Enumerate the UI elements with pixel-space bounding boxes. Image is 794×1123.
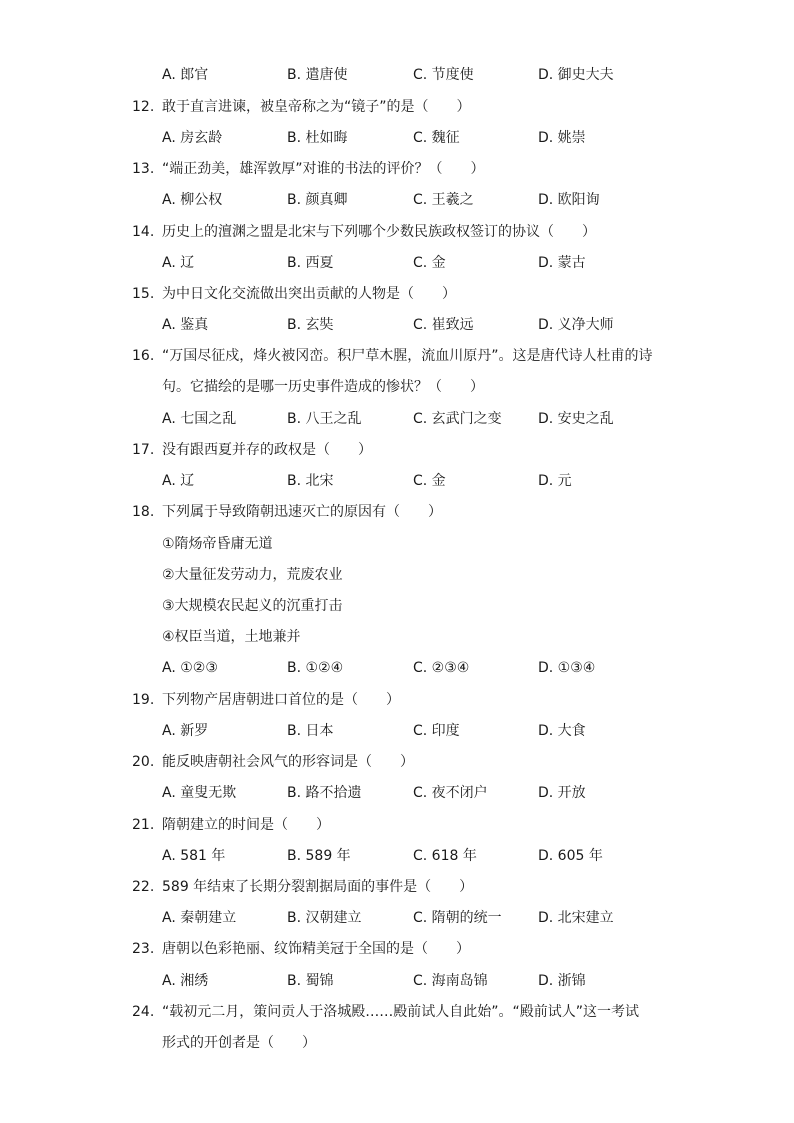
q22-option-a: A. 秦朝建立 <box>162 910 237 926</box>
q15-option-b: B. 玄奘 <box>287 317 334 333</box>
q19-number: 19. <box>132 692 155 708</box>
q12-number: 12. <box>132 99 155 115</box>
q17-option-d: D. 元 <box>538 473 572 489</box>
q21-option-b: B. 589 年 <box>287 848 351 864</box>
q16-option-b: B. 八王之乱 <box>287 411 362 427</box>
q17-option-b: B. 北宋 <box>287 473 334 489</box>
q23-text: 唐朝以色彩艳丽、纹饰精美冠于全国的是（ ） <box>162 941 470 957</box>
q18-option-b: B. ①②④ <box>287 660 344 676</box>
q16-text-continued: 句。它描绘的是哪一历史事件造成的惨状？（ ） <box>162 379 484 395</box>
q18-text: 下列属于导致隋朝迅速灭亡的原因有（ ） <box>162 504 442 520</box>
q21-number: 21. <box>132 817 155 833</box>
q16-option-d: D. 安史之乱 <box>538 411 614 427</box>
q23-option-d: D. 浙锦 <box>538 973 586 989</box>
q16-text: “万国尽征戍，烽火被冈峦。积尸草木腥，流血川原丹”。这是唐代诗人杜甫的诗 <box>162 348 653 364</box>
q21-option-c: C. 618 年 <box>413 848 477 864</box>
q19-text: 下列物产居唐朝进口首位的是（ ） <box>162 692 400 708</box>
q14-option-d: D. 蒙古 <box>538 255 586 271</box>
q12-option-b: B. 杜如晦 <box>287 130 348 146</box>
q22-option-c: C. 隋朝的统一 <box>413 910 502 926</box>
q18-option-d: D. ①③④ <box>538 660 596 676</box>
q16-option-c: C. 玄武门之变 <box>413 411 502 427</box>
q17-option-c: C. 金 <box>413 473 446 489</box>
q18-item-1-text: ①隋炀帝昏庸无道 <box>162 536 273 552</box>
q15-number: 15. <box>132 286 155 302</box>
q20-option-c: C. 夜不闭户 <box>413 785 488 801</box>
q22-text: 589 年结束了长期分裂割据局面的事件是（ ） <box>162 879 474 895</box>
q23-number: 23. <box>132 941 155 957</box>
q21-text: 隋朝建立的时间是（ ） <box>162 817 330 833</box>
q20-option-d: D. 开放 <box>538 785 586 801</box>
q15-option-d: D. 义净大师 <box>538 317 614 333</box>
q12-option-c: C. 魏征 <box>413 130 460 146</box>
q12-text: 敢于直言进谏，被皇帝称之为“镜子”的是（ ） <box>162 99 471 115</box>
q14-option-b: B. 西夏 <box>287 255 334 271</box>
q19-option-c: C. 印度 <box>413 723 460 739</box>
q24-number: 24. <box>132 1004 155 1020</box>
q11-option-b: B. 遣唐使 <box>287 67 348 83</box>
q16-option-a: A. 七国之乱 <box>162 411 237 427</box>
q13-option-c: C. 王羲之 <box>413 192 474 208</box>
q17-text: 没有跟西夏并存的政权是（ ） <box>162 442 372 458</box>
q13-text: “端正劲美，雄浑敦厚”对谁的书法的评价？（ ） <box>162 161 485 177</box>
q15-option-a: A. 鉴真 <box>162 317 209 333</box>
q19-option-d: D. 大食 <box>538 723 586 739</box>
q19-option-b: B. 日本 <box>287 723 334 739</box>
q14-option-c: C. 金 <box>413 255 446 271</box>
q13-option-b: B. 颜真卿 <box>287 192 348 208</box>
q17-number: 17. <box>132 442 155 458</box>
q16-number: 16. <box>132 348 155 364</box>
q14-number: 14. <box>132 224 155 240</box>
q24-text: “载初元二月，策问贡人于洛城殿……殿前试人自此始”。“殿前试人”这一考试 <box>162 1004 640 1020</box>
q14-option-a: A. 辽 <box>162 255 195 271</box>
q15-option-c: C. 崔致远 <box>413 317 474 333</box>
q18-option-c: C. ②③④ <box>413 660 470 676</box>
q18-item-2-text: ②大量征发劳动力，荒废农业 <box>162 567 343 583</box>
q23-option-a: A. 湘绣 <box>162 973 209 989</box>
q18-item-3-text: ③大规模农民起义的沉重打击 <box>162 598 343 614</box>
q11-option-a: A. 郎官 <box>162 67 209 83</box>
q23-option-c: C. 海南岛锦 <box>413 973 488 989</box>
q24-text-continued: 形式的开创者是（ ） <box>162 1035 316 1051</box>
q14-text: 历史上的澶渊之盟是北宋与下列哪个少数民族政权签订的协议（ ） <box>162 224 596 240</box>
q18-option-a: A. ①②③ <box>162 660 218 676</box>
q20-option-b: B. 路不拾遗 <box>287 785 362 801</box>
q22-number: 22. <box>132 879 155 895</box>
q18-number: 18. <box>132 504 155 520</box>
q12-option-a: A. 房玄龄 <box>162 130 223 146</box>
q20-text: 能反映唐朝社会风气的形容词是（ ） <box>162 754 414 770</box>
q12-option-d: D. 姚崇 <box>538 130 586 146</box>
q20-option-a: A. 童叟无欺 <box>162 785 237 801</box>
q19-option-a: A. 新罗 <box>162 723 209 739</box>
q21-option-a: A. 581 年 <box>162 848 226 864</box>
q20-number: 20. <box>132 754 155 770</box>
q13-number: 13. <box>132 161 155 177</box>
q23-option-b: B. 蜀锦 <box>287 973 334 989</box>
q11-option-c: C. 节度使 <box>413 67 474 83</box>
q13-option-a: A. 柳公权 <box>162 192 223 208</box>
q11-option-d: D. 御史大夫 <box>538 67 614 83</box>
q22-option-b: B. 汉朝建立 <box>287 910 362 926</box>
q21-option-d: D. 605 年 <box>538 848 603 864</box>
q17-option-a: A. 辽 <box>162 473 195 489</box>
q13-option-d: D. 欧阳询 <box>538 192 600 208</box>
q15-text: 为中日文化交流做出突出贡献的人物是（ ） <box>162 286 456 302</box>
q22-option-d: D. 北宋建立 <box>538 910 614 926</box>
q18-item-4-text: ④权臣当道，土地兼并 <box>162 629 301 645</box>
